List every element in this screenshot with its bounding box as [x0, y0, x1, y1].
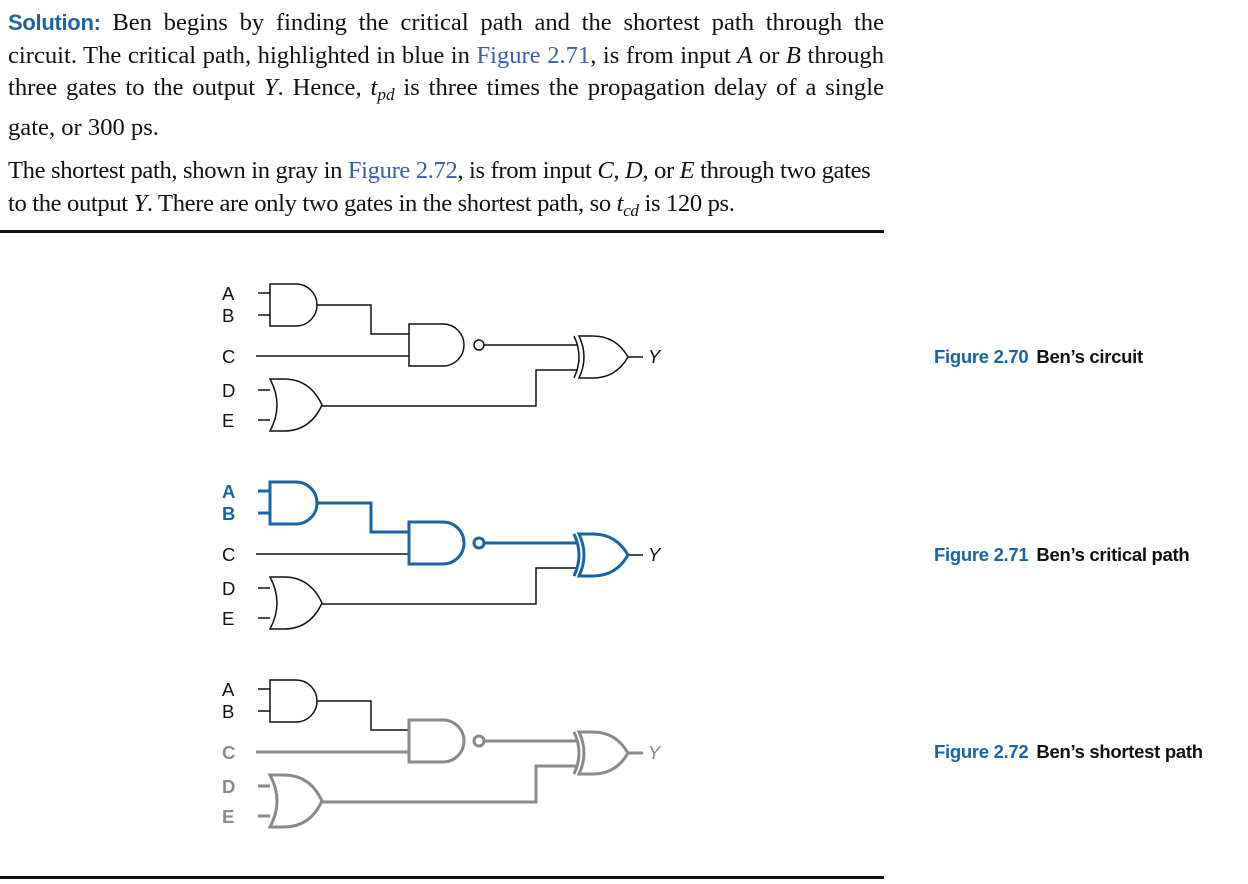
tpd-symbol [370, 74, 395, 105]
circuit-figure-2-71 [222, 481, 662, 629]
caption-figure-2-72 [934, 741, 1203, 763]
label-d: D [222, 380, 236, 401]
critical-path-highlight [258, 482, 628, 576]
figure-2-71-reference[interactable]: Figure 2.71 [476, 41, 591, 69]
label-b: B [222, 305, 235, 326]
caption-number: Figure 2.72 [934, 741, 1029, 762]
text-run: . There are only two gates in the shortest path, so [146, 189, 617, 217]
label-b: B [222, 503, 236, 524]
text-run: The shortest path, shown in gray in [8, 157, 348, 184]
label-d: D [222, 578, 236, 599]
caption-text: Ben’s critical path [1036, 544, 1190, 565]
circuit-figures [0, 230, 900, 876]
bottom-rule [0, 876, 884, 879]
text-run: , or [642, 157, 680, 184]
label-a: A [222, 283, 235, 304]
circuit-figure-2-72 [222, 679, 662, 827]
label-d: D [222, 776, 236, 797]
label-e: E [222, 410, 235, 431]
text-run: , [613, 157, 626, 184]
caption-figure-2-70 [934, 346, 1143, 368]
variable-b: B [785, 41, 801, 69]
variable-y: Y [263, 74, 278, 101]
variable-d: D [625, 157, 643, 184]
label-c: C [222, 544, 236, 565]
caption-text: Ben’s circuit [1036, 346, 1143, 367]
text-run: through three gates to the output [8, 41, 884, 101]
shortest-path-paragraph [8, 155, 884, 227]
tcd-base: t [616, 189, 624, 217]
label-c: C [222, 742, 236, 763]
text-run: is three times the propagation delay of a single gate, or 300 ps. [8, 74, 884, 141]
variable-e: E [679, 157, 695, 184]
label-b: B [222, 701, 235, 722]
variable-c: C [597, 157, 614, 184]
tcd-subscript: cd [623, 200, 639, 220]
text-run: is 120 ps. [638, 189, 735, 217]
text-run: Ben begins by finding the critical path and the shortest path through the circuit. The critical path, highlighted in blue in [8, 9, 884, 69]
tpd-subscript: pd [377, 85, 395, 105]
caption-number: Figure 2.71 [934, 544, 1029, 565]
variable-y: Y [133, 189, 147, 217]
label-y: Y [648, 742, 661, 763]
solution-paragraph [8, 7, 884, 144]
label-a: A [222, 679, 235, 700]
tpd-base: t [370, 74, 378, 101]
variable-a: A [737, 41, 753, 69]
label-e: E [222, 608, 235, 629]
text-run: through two gates to the output [8, 157, 871, 217]
text-run: , is from input [590, 41, 738, 69]
caption-text: Ben’s shortest path [1036, 741, 1203, 762]
label-a: A [222, 481, 236, 502]
label-c: C [222, 346, 236, 367]
text-run: . Hence, [277, 74, 371, 101]
label-y: Y [648, 544, 661, 565]
tcd-symbol [616, 189, 639, 220]
caption-number: Figure 2.70 [934, 346, 1029, 367]
figure-2-72-reference[interactable]: Figure 2.72 [347, 157, 458, 184]
text-run: , is from input [457, 157, 598, 184]
shortest-path-highlight [256, 720, 643, 827]
label-y: Y [648, 346, 661, 367]
caption-figure-2-71 [934, 544, 1189, 566]
text-run: or [752, 41, 786, 69]
label-e: E [222, 806, 235, 827]
circuit-figure-2-70 [222, 283, 662, 431]
solution-label: Solution: [8, 10, 101, 35]
